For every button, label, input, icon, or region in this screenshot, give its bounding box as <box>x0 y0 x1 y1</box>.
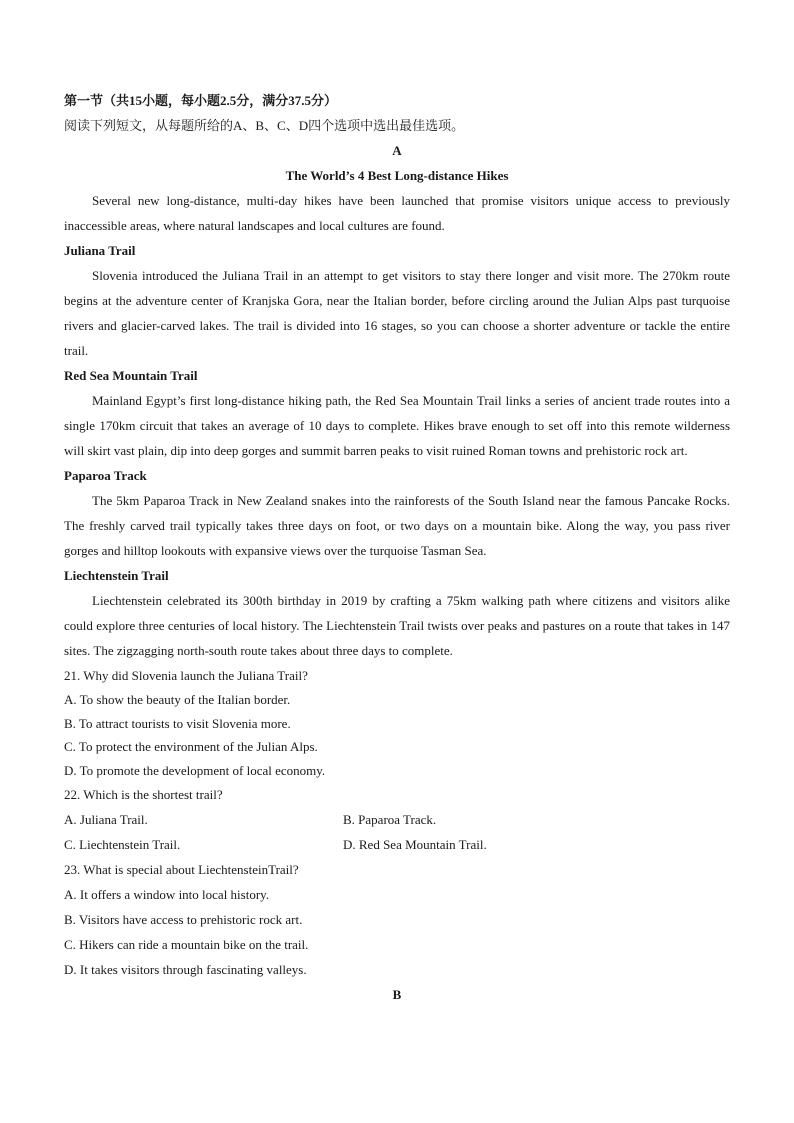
question-23-option-d[interactable]: D. It takes visitors through fascinating valleys. <box>64 962 307 977</box>
paragraph: Slovenia introduced the Juliana Trail in an attempt to get visitors to stay there longer and visit more. The 270km route begins at the adventure center of Kranjska Gora, near the Italian border, before circling around the Julian Alps past turquoise rivers and glacier-carved lakes. The trail is divided into 16 stages, so you can choose a shorter adventure or tackle the entire trail. <box>64 268 730 358</box>
question-23-option-a[interactable]: A. It offers a window into local history. <box>64 887 270 902</box>
question-21-option-d[interactable]: D. To promote the development of local economy. <box>64 762 326 778</box>
question-23-option-b[interactable]: B. Visitors have access to prehistoric rock art. <box>64 912 303 927</box>
section-body-juliana <box>64 263 730 363</box>
next-part-letter: B <box>392 987 402 1002</box>
section-body-liechtenstein <box>64 588 730 663</box>
part-letter: A <box>392 143 402 158</box>
section-body-paparoa <box>64 488 730 563</box>
exam-page <box>64 88 730 1007</box>
question-22-stem: 22. Which is the shortest trail? <box>64 787 223 802</box>
question-21-option-c[interactable]: C. To protect the environment of the Julian Alps. <box>64 739 318 754</box>
article-title: The World’s 4 Best Long-distance Hikes <box>285 168 509 183</box>
paragraph: Liechtenstein celebrated its 300th birthday in 2019 by crafting a 75km walking path where citizens and visitors alike could explore three centuries of local history. The Liechtenstein Trail twists over peaks and pastures on a route that takes in 147 sites. The zigzagging north-south route takes about three days to complete. <box>64 593 730 658</box>
paragraph: The 5km Paparoa Track in New Zealand snakes into the rainforests of the South Island near the famous Pancake Rocks. The freshly carved trail typically takes three days on foot, or two days on a mountain bike. Along the way, you pass river gorges and hilltop lookouts with expansive views over the turquoise Tasman Sea. <box>64 493 730 558</box>
section-heading: 第一节（共15小题，每小题2.5分，满分37.5分） <box>64 93 338 108</box>
intro-paragraph: Several new long-distance, multi-day hikes have been launched that promise visitors unique access to previously inaccessible areas, where natural landscapes and local cultures are found. <box>64 193 730 233</box>
section-heading-juliana: Juliana Trail <box>64 243 136 258</box>
question-22-option-b[interactable]: B. Paparoa Track. <box>343 812 437 827</box>
question-22-option-c[interactable]: C. Liechtenstein Trail. <box>64 837 181 852</box>
question-22-option-d[interactable]: D. Red Sea Mountain Trail. <box>343 837 487 852</box>
question-22-option-a[interactable]: A. Juliana Trail. <box>64 812 148 827</box>
question-22-options-row-1 <box>64 807 730 832</box>
question-21-option-b[interactable]: B. To attract tourists to visit Slovenia more. <box>64 715 291 731</box>
article-intro <box>64 188 730 238</box>
question-23-stem: 23. What is special about LiechtensteinTrail? <box>64 862 299 877</box>
question-23-option-c[interactable]: C. Hikers can ride a mountain bike on the trail. <box>64 937 309 952</box>
section-heading-red-sea: Red Sea Mountain Trail <box>64 368 198 383</box>
question-22-options-row-2 <box>64 832 730 857</box>
question-21-option-a[interactable]: A. To show the beauty of the Italian border. <box>64 692 291 707</box>
question-21-stem: 21. Why did Slovenia launch the Juliana Trail? <box>64 668 308 683</box>
section-heading-liechtenstein: Liechtenstein Trail <box>64 568 169 583</box>
paragraph: Mainland Egypt’s first long-distance hiking path, the Red Sea Mountain Trail links a series of ancient trade routes into a single 170km circuit that takes an average of 10 days to complete. Hikes brave enough to set off into this remote wilderness will skirt vast plain, dip into deep gorges and summit barren peaks to visit ruined Roman towns and prehistoric rock art. <box>64 393 730 458</box>
instruction-text: 阅读下列短文，从每题所给的A、B、C、D四个选项中选出最佳选项。 <box>64 118 465 133</box>
section-body-red-sea <box>64 388 730 463</box>
section-heading-paparoa: Paparoa Track <box>64 468 147 483</box>
